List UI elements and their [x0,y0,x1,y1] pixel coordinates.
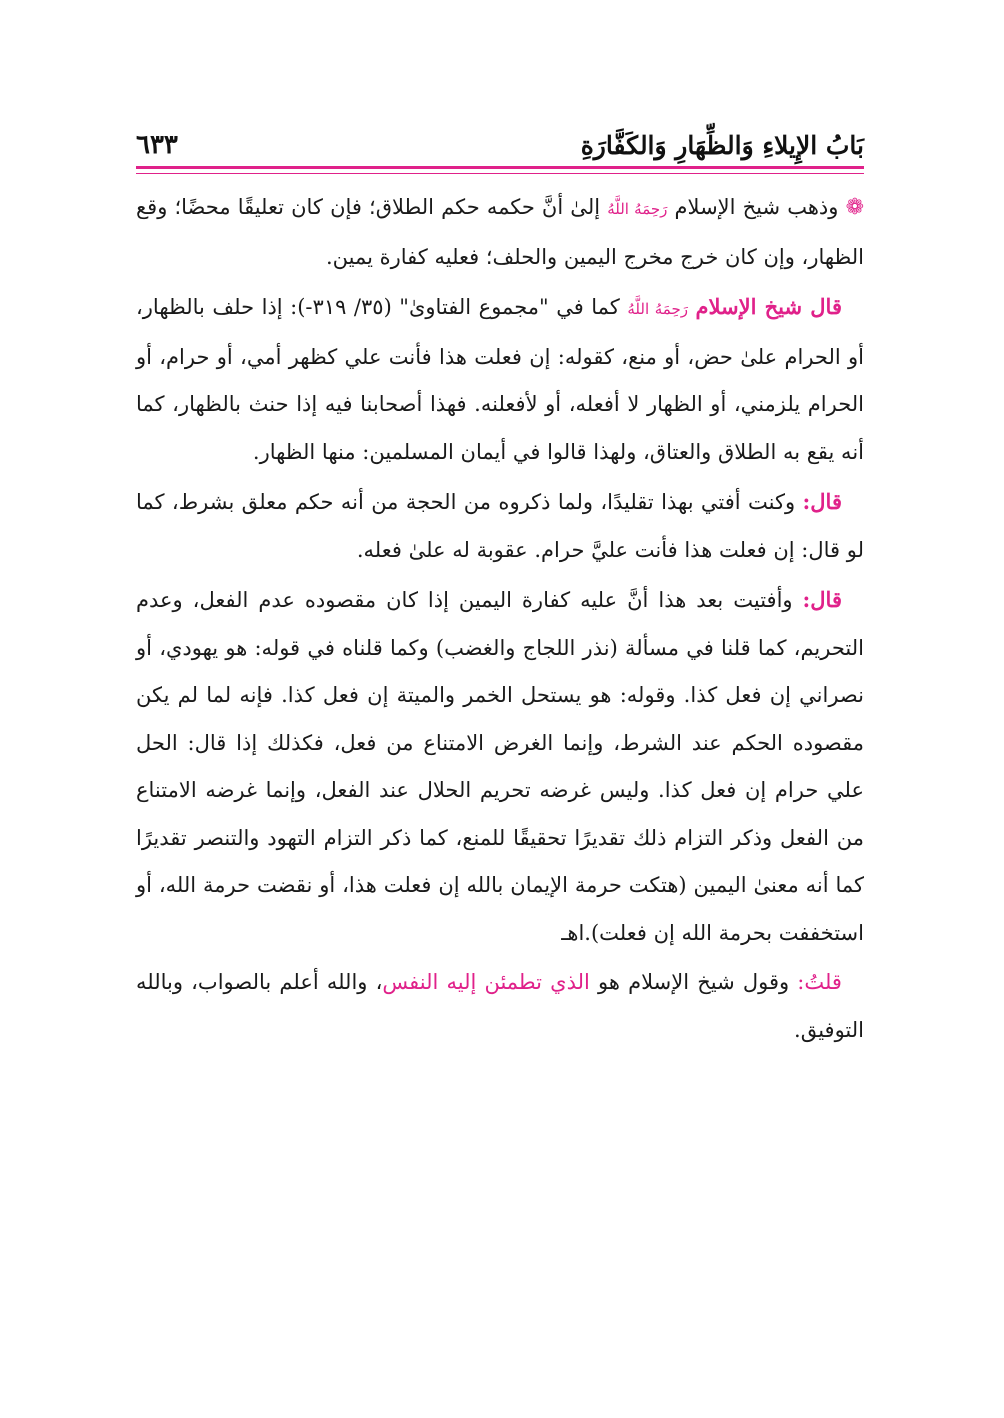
header-rule-thick [136,166,864,169]
paragraph-2-text: كما في "مجموع الفتاوىٰ" (٣٥/ ٣١٩-): إذا حلف بالظهار، أو الحرام علىٰ حض، أو منع، كقوله: إن فعلت هذا فأنت علي كظهر أمي، أو حرام، أو الحرام يلزمني، أو الظهار لا أفعله، أو لأفعلنه. فهذا أصحابنا فيه إذا حنث بالظهار، كما أنه يقع به الطلاق والعتاق، ولهذا قالوا في أيمان المسلمين: منها الظهار. [136,295,864,464]
quote-label-1: قال شيخ الإسلام [695,294,842,319]
paragraph-3 [136,478,864,574]
paragraph-1-text-b: إلىٰ أنَّ حكمه حكم الطلاق؛ فإن كان تعليقًا محضًا؛ وقع الظهار، وإن كان خرج مخرج اليمين والحلف؛ فعليه كفارة يمين. [136,195,864,269]
paragraph-4-text: وأفتيت بعد هذا أنَّ عليه كفارة اليمين إذا كان مقصوده عدم الفعل، وعدم التحريم، كما قلنا في مسألة (نذر اللجاج والغضب) وكما قلناه في قوله: هو يهودي، أو نصراني إن فعل كذا. وقوله: هو يستحل الخمر والميتة إن فعل كذا. فإنه لما لم يكن مقصوده الحكم عند الشرط، وإنما الغرض الامتناع من فعل، فكذلك إذا قال: الحل علي حرام إن فعل كذا. وليس غرضه تحريم الحلال عند الفعل، وإنما غرضه الامتناع من الفعل وذكر التزام ذلك تقديرًا تحقيقًا للمنع، كما ذكر التزام التهود والتنصر تقديرًا كما أنه معنىٰ اليمين (هتكت حرمة الإيمان بالله إن فعلت هذا، أو نقضت حرمة الله، أو استخففت بحرمة الله إن فعلت).اهـ [136,588,864,945]
page-header [136,120,864,160]
paragraph-5-text-a: وقول شيخ الإسلام هو [598,970,790,994]
paragraph-5 [136,959,864,1054]
highlight-phrase: الذي تطمئن إليه النفس [382,970,590,994]
flower-icon: ❁ [845,195,864,220]
chapter-title: بَابُ الإِيلاءِ وَالظِّهَارِ وَالكَفَّارَةِ [580,131,864,160]
honorific-1: رَحِمَهُ اللَّهُ [607,200,668,218]
paragraph-1 [136,184,864,281]
author-note-label: قلتُ: [797,970,842,994]
page-body [136,184,864,1056]
paragraph-5-text-b: ، والله أعلم بالصواب، وبالله التوفيق. [136,970,864,1042]
paragraph-2 [136,283,864,476]
quote-label-3: قال: [802,587,842,612]
paragraph-3-text: وكنت أفتي بهذا تقليدًا، ولما ذكروه من الحجة من أنه حكم معلق بشرط، كما لو قال: إن فعلت هذا فأنت عليَّ حرام. عقوبة له علىٰ فعله. [136,490,864,562]
paragraph-1-text-a: وذهب شيخ الإسلام [674,195,839,219]
paragraph-4 [136,576,864,957]
header-rule-thin [136,173,864,174]
honorific-2: رَحِمَهُ اللَّهُ [627,300,688,318]
quote-label-2: قال: [802,489,842,514]
page-number: ٦٣٣ [136,130,178,160]
